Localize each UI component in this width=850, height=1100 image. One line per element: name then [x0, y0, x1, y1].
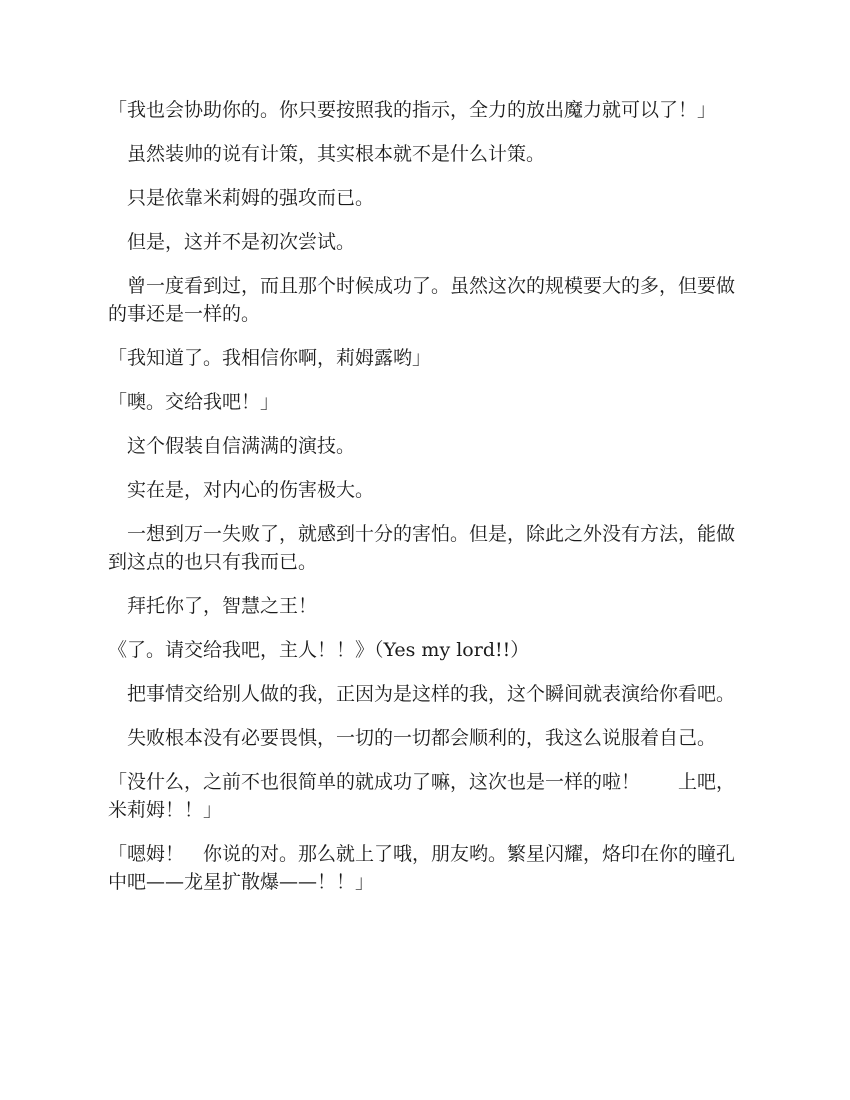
paragraph-14: 失败根本没有必要畏惧，一切的一切都会顺利的，我这么说服着自己。 — [108, 727, 717, 749]
paragraph-4: 但是，这并不是初次尝试。 — [108, 231, 356, 253]
paragraph-6: 「我知道了。我相信你啊，莉姆露哟」 — [108, 347, 432, 369]
paragraph-12: 《了。请交给我吧，主人！！》（Yes my lord!!） — [108, 639, 530, 661]
paragraph-9: 实在是，对内心的伤害极大。 — [108, 479, 375, 501]
paragraph-13: 把事情交给别人做的我，正因为是这样的我，这个瞬间就表演给你看吧。 — [108, 683, 736, 705]
paragraph-15: 「没什么，之前不也很简单的就成功了嘛，这次也是一样的啦！ 上吧，米莉姆！！」 — [108, 771, 736, 821]
paragraph-16: 「嗯姆！ 你说的对。那么就上了哦，朋友哟。繁星闪耀，烙印在你的瞳孔中吧——龙星扩散爆——！！」 — [108, 843, 736, 893]
paragraph-8: 这个假装自信满满的演技。 — [108, 435, 356, 457]
paragraph-7: 「噢。交给我吧！」 — [108, 391, 280, 413]
paragraph-5: 曾一度看到过，而且那个时候成功了。虽然这次的规模要大的多，但要做的事还是一样的。 — [108, 275, 736, 325]
paragraph-3: 只是依靠米莉姆的强攻而已。 — [108, 187, 375, 209]
paragraph-1: 「我也会协助你的。你只要按照我的指示，全力的放出魔力就可以了！」 — [108, 99, 717, 121]
paragraph-2: 虽然装帅的说有计策，其实根本就不是什么计策。 — [108, 143, 546, 165]
paragraph-11: 拜托你了，智慧之王！ — [108, 595, 318, 617]
paragraph-10: 一想到万一失败了，就感到十分的害怕。但是，除此之外没有方法，能做到这点的也只有我而已。 — [108, 523, 736, 573]
novel-text-body — [108, 96, 750, 912]
